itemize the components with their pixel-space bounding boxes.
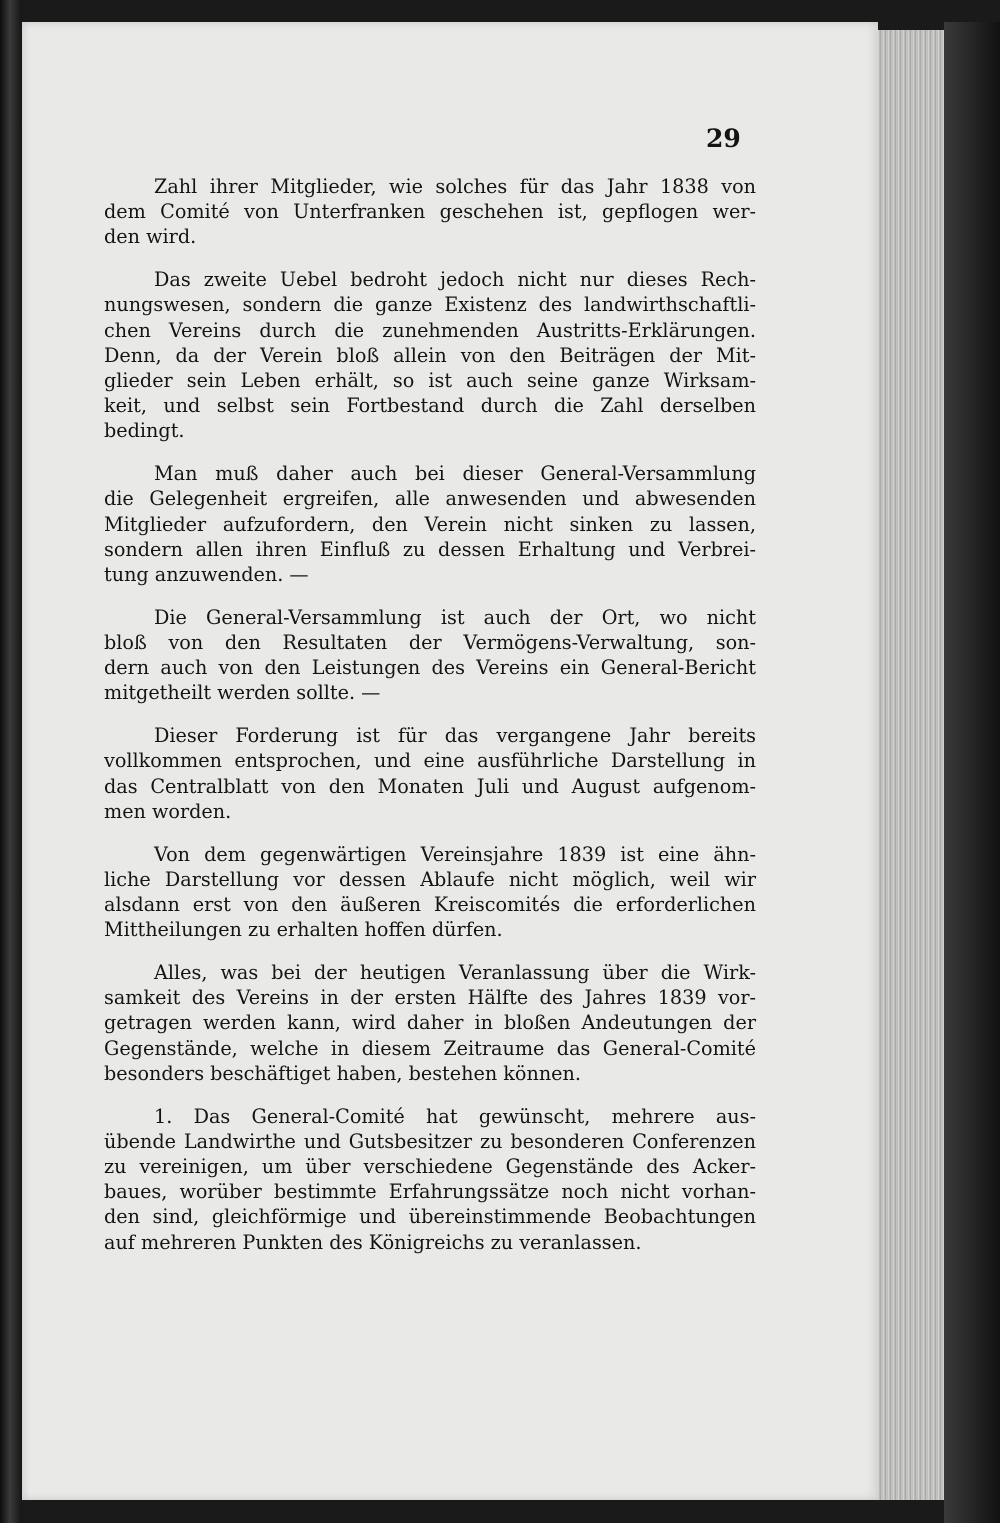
page-number: 29 [706, 124, 741, 153]
text-line: mitgetheilt werden sollte. — [104, 681, 381, 705]
text-line: Dieser Forderung ist für das vergangene Jahr bereits [154, 724, 756, 748]
text-line: vollkommen entsprochen, und eine ausführliche Darstellung in [104, 749, 756, 773]
body-text [104, 174, 756, 1272]
text-line: das Centralblatt von den Monaten Juli und August aufgenom- [104, 774, 756, 798]
text-line: Von dem gegenwärtigen Vereinsjahre 1839 ist eine ähn- [154, 842, 756, 866]
text-line: Man muß daher auch bei dieser General-Versammlung [154, 462, 756, 486]
text-line: dem Comité von Unterfranken geschehen ist, gepflogen wer- [104, 200, 756, 224]
text-line: nungswesen, sondern die ganze Existenz des landwirthschaftli- [104, 293, 756, 317]
text-line: baues, worüber bestimmte Erfahrungssätze noch nicht vorhan- [104, 1180, 756, 1204]
text-line: chen Vereins durch die zunehmenden Austritts-Erklärungen. [104, 318, 756, 342]
text-line: getragen werden kann, wird daher in bloßen Andeutungen der [104, 1011, 756, 1035]
paragraph [104, 461, 756, 587]
paragraph [104, 605, 756, 706]
text-line: samkeit des Vereins in der ersten Hälfte des Jahres 1839 vor- [104, 986, 756, 1010]
text-line: men worden. [104, 799, 232, 823]
text-line: die Gelegenheit ergreifen, alle anwesenden und abwesenden [104, 487, 756, 511]
text-line: Mittheilungen zu erhalten hoffen dürfen. [104, 918, 503, 942]
text-line: besonders beschäftiget haben, bestehen können. [104, 1061, 581, 1085]
book-cover-edge [944, 22, 1000, 1523]
text-line: Denn, da der Verein bloß allein von den Beiträgen der Mit- [104, 343, 756, 367]
book-left-edge [0, 0, 22, 1523]
paragraph [104, 1104, 756, 1255]
text-line: zu vereinigen, um über verschiedene Gegenstände des Acker- [104, 1155, 756, 1179]
paragraph [104, 960, 756, 1086]
text-line: liche Darstellung vor dessen Ablaufe nicht möglich, weil wir [104, 867, 756, 891]
text-line: dern auch von den Leistungen des Vereins ein General-Bericht [104, 656, 756, 680]
text-line: 1. Das General-Comité hat gewünscht, mehrere aus- [154, 1104, 756, 1128]
text-line: übende Landwirthe und Gutsbesitzer zu besonderen Conferenzen [104, 1129, 756, 1153]
page-stack-edge [872, 30, 944, 1500]
text-line: tung anzuwenden. — [104, 563, 309, 587]
text-line: bedingt. [104, 419, 185, 443]
text-line: auf mehreren Punkten des Königreichs zu veranlassen. [104, 1230, 642, 1254]
text-line: Alles, was bei der heutigen Veranlassung über die Wirk- [154, 961, 756, 985]
paragraph [104, 267, 756, 443]
text-line: den sind, gleichförmige und übereinstimmende Beobachtungen [104, 1205, 756, 1229]
text-line: Zahl ihrer Mitglieder, wie solches für das Jahr 1838 von [154, 175, 756, 198]
paragraph [104, 842, 756, 943]
text-line: alsdann erst von den äußeren Kreiscomités die erforderlichen [104, 893, 756, 917]
text-line: keit, und selbst sein Fortbestand durch die Zahl derselben [104, 394, 756, 418]
text-line: Gegenstände, welche in diesem Zeitraume das General-Comité [104, 1036, 756, 1060]
text-line: Die General-Versammlung ist auch der Ort, wo nicht [154, 605, 756, 629]
text-line: bloß von den Resultaten der Vermögens-Verwaltung, son- [104, 631, 756, 655]
paragraph [104, 723, 756, 824]
text-line: sondern allen ihren Einfluß zu dessen Erhaltung und Verbrei- [104, 537, 756, 561]
text-line: Das zweite Uebel bedroht jedoch nicht nur dieses Rech- [154, 268, 756, 292]
paragraph [104, 174, 756, 250]
text-line: Mitglieder aufzufordern, den Verein nicht sinken zu lassen, [104, 512, 756, 536]
text-line: glieder sein Leben erhält, so ist auch seine ganze Wirksam- [104, 369, 756, 393]
text-line: den wird. [104, 225, 197, 249]
